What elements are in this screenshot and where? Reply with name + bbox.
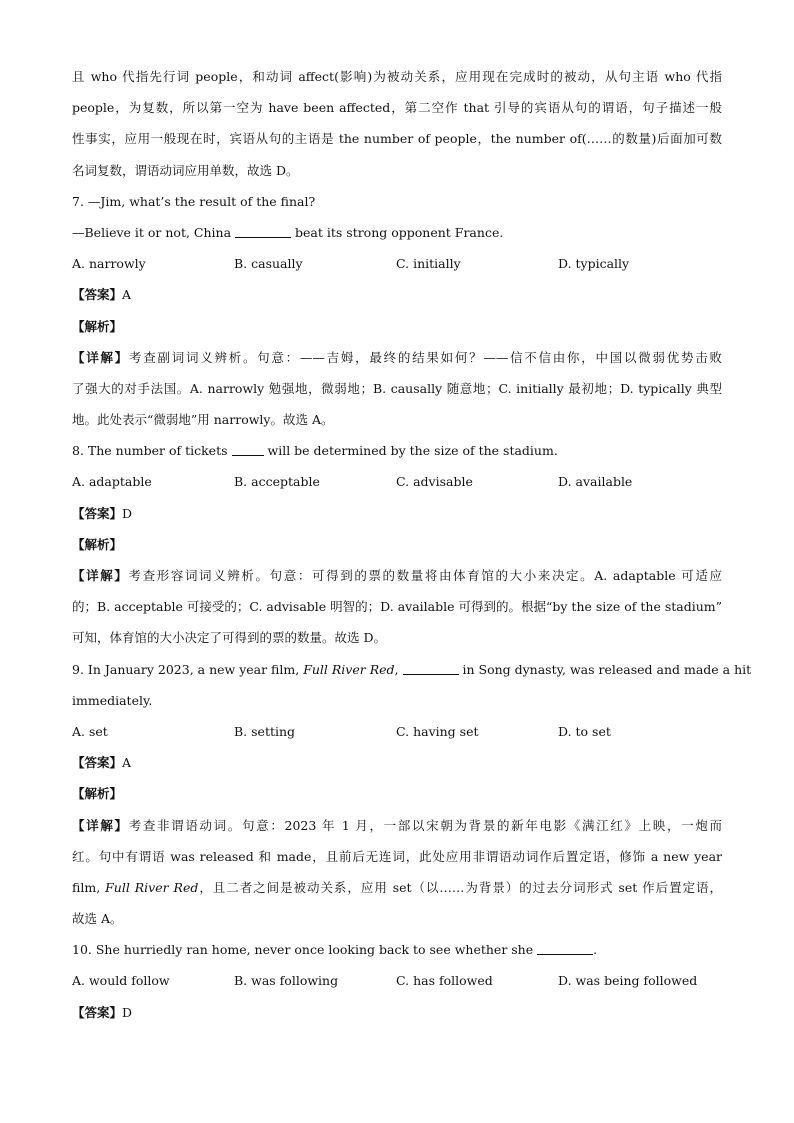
q9-detail-3-part-b: ，且二者之间是被动关系，应用 set（以……为背景）的过去分词形式 set 作后置定语， [198, 879, 722, 895]
q10-answer-line [72, 997, 722, 1028]
detail-tag: 【 详解 】 [72, 818, 129, 833]
q9-stem-part-a: 9. In January 2023, a new year film, [72, 661, 300, 677]
q9-stem-comma: , [394, 661, 399, 677]
q8-option-b: B. acceptable [234, 474, 320, 490]
q9-answer-line [72, 747, 722, 778]
analysis-tag: 【 解析 】 [72, 786, 122, 801]
q9-detail-3-part-a: film, [72, 879, 101, 895]
q7-detail-line-1 [72, 342, 722, 373]
q7-detail-line-2: 了强大的对手法国。A. narrowly 勉强地，微弱地；B. causally 随意地；C. initially 最初地；D. typically 典型 [72, 380, 722, 396]
answer-tag: 【 答案 】 [72, 755, 122, 770]
q8-detail-line-2: 的；B. acceptable 可接受的；C. advisable 明智的；D. available 可得到的。根据“by the size of the stadium” [72, 599, 722, 615]
q10-stem-part-b: . [593, 942, 598, 958]
analysis-tag: 【 解析 】 [72, 537, 122, 552]
q7-options [72, 248, 722, 279]
q8-stem-part-b: will be determined by the size of the stadium. [267, 443, 558, 459]
q7-option-d: D. typically [558, 256, 630, 272]
q8-detail-text-1: 考查形容词词义辨析。句意：可得到的票的数量将由体育馆的大小来决定。A. adaptable 可适应 [128, 568, 722, 583]
q9-detail-text-1: 考查非谓语动词。句意：2023 年 1 月，一部以宋朝为背景的新年电影《满江红》上映，一炮而 [128, 817, 722, 833]
q10-stem-line-1 [72, 934, 722, 965]
answer-blank [403, 662, 459, 675]
q8-option-d: D. available [558, 474, 633, 490]
answer-blank [235, 225, 291, 238]
answer-tag: 【 答案 】 [72, 506, 122, 521]
q7-stem-line-1: 7. —Jim, what’s the result of the final? [72, 193, 316, 209]
q9-analysis-line [72, 778, 722, 809]
q9-detail-line-2: 红。句中有谓语 was released 和 made，且前后无连词，此处应用非谓语动词作后置定语，修饰 a new year [72, 848, 722, 864]
carryover-line-2: people，为复数，所以第一空为 have been affected，第二空作 that 引导的宾语从句的谓语，句子描述一般 [72, 100, 722, 116]
q9-detail-film-title: Full River Red [105, 879, 199, 895]
q10-option-a: A. would follow [72, 973, 170, 989]
q7-stem-line-2 [72, 217, 722, 248]
q10-stem-part-a: 10. She hurriedly ran home, never once looking back to see whether she [72, 942, 534, 958]
q8-answer-value: D [122, 505, 133, 521]
analysis-tag: 【 解析 】 [72, 319, 122, 334]
q9-answer-value: A [122, 755, 132, 771]
q8-answer-line [72, 498, 722, 529]
q7-detail-text-1: 考查副词词义辨析。句意：——吉姆，最终的结果如何？——信不信由你，中国以微弱优势击败 [129, 349, 722, 365]
q9-stem-part-c: in Song dynasty, was released and made a hit [462, 661, 752, 677]
q8-options [72, 466, 722, 497]
q9-stem-line-1 [72, 654, 752, 685]
q8-detail-line-3: 可知，体育馆的大小决定了可得到的票的数量。故选 D。 [72, 630, 386, 646]
answer-blank [537, 942, 593, 955]
answer-tag: 【 答案 】 [72, 1005, 122, 1020]
answer-blank [232, 443, 264, 456]
q9-detail-line-3 [72, 872, 722, 903]
carryover-line-4: 名词复数，谓语动词应用单数，故选 D。 [72, 162, 299, 178]
carryover-line-1: 且 who 代指先行词 people，和动词 affect(影响)为被动关系，应用现在完成时的被动，从句主语 who 代指 [72, 69, 722, 84]
q10-option-d: D. was being followed [558, 973, 698, 989]
q8-detail-line-1 [72, 560, 722, 591]
q9-option-d: D. to set [558, 723, 611, 739]
answer-tag: 【 答案 】 [72, 287, 122, 302]
detail-tag: 【 详解 】 [72, 350, 129, 365]
q9-option-b: B. setting [234, 723, 296, 739]
q10-option-c: C. has followed [396, 973, 493, 989]
q10-option-b: B. was following [234, 973, 339, 989]
q8-stem-part-a: 8. The number of tickets [72, 443, 228, 459]
q7-option-a: A. narrowly [72, 256, 146, 272]
q10-options [72, 965, 722, 996]
q7-stem-part-a: —Believe it or not, China [72, 224, 232, 240]
q9-option-c: C. having set [396, 723, 479, 739]
q8-option-c: C. advisable [396, 474, 473, 490]
document-page [72, 61, 752, 1028]
q7-answer-line [72, 279, 722, 310]
q10-answer-value: D [122, 1004, 133, 1020]
q8-analysis-line [72, 529, 722, 560]
carryover-line-3: 性事实，应用一般现在时，宾语从句的主语是 the number of people，the number of(……的数量)后面加可数 [72, 131, 722, 147]
q9-film-title: Full River Red [303, 661, 395, 677]
q9-detail-line-4: 故选 A。 [72, 911, 123, 927]
q9-stem-line-2: immediately. [72, 692, 153, 708]
q7-option-b: B. casually [234, 256, 303, 272]
q9-option-a: A. set [72, 723, 108, 739]
q7-option-c: C. initially [396, 256, 461, 272]
q8-option-a: A. adaptable [72, 474, 152, 490]
q7-stem-part-b: beat its strong opponent France. [295, 224, 504, 240]
q9-options [72, 716, 722, 747]
q8-stem-line-1 [72, 435, 722, 466]
q9-detail-line-1 [72, 810, 722, 841]
q7-analysis-line [72, 311, 722, 342]
q7-detail-line-3: 地。此处表示“微弱地”用 narrowly。故选 A。 [72, 412, 334, 428]
q7-answer-value: A [122, 287, 132, 303]
detail-tag: 【 详解 】 [72, 568, 128, 583]
